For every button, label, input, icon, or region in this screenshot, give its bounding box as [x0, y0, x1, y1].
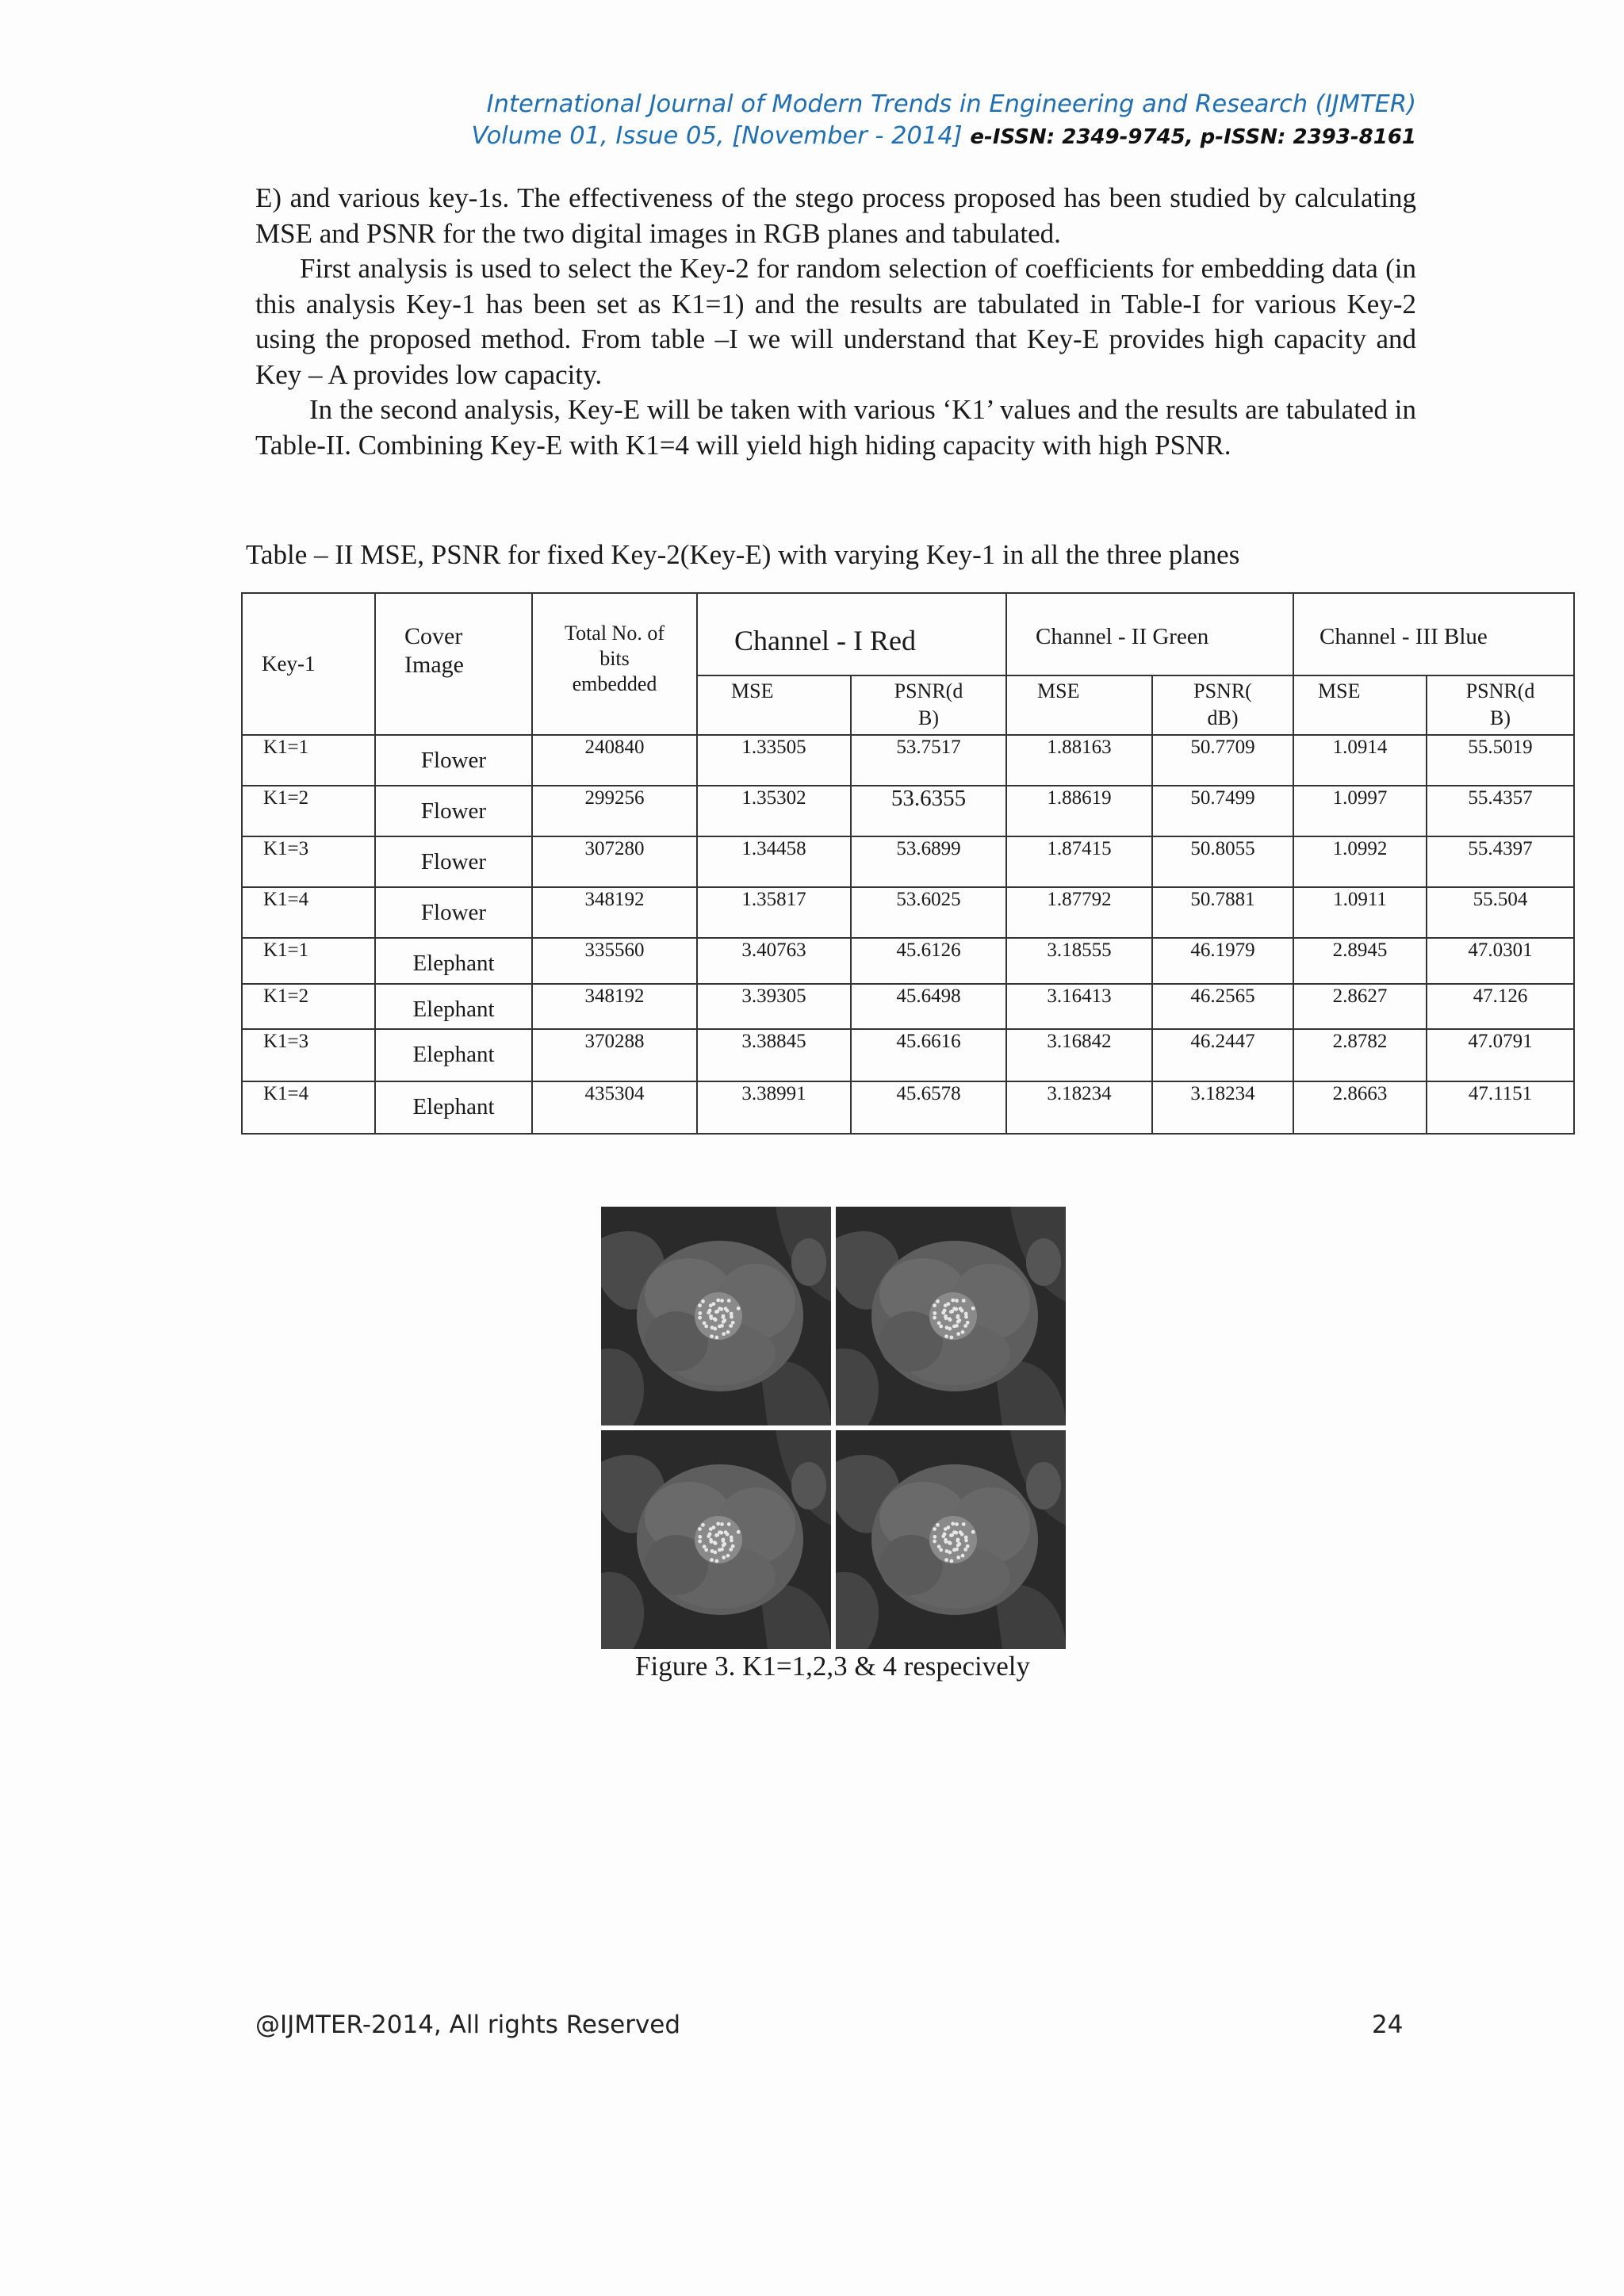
cell-key1: K1=1: [242, 735, 375, 786]
cell-psnr-red: 45.6578: [851, 1081, 1006, 1134]
cell-cover-image: Flower: [375, 786, 532, 836]
cell-key1: K1=3: [242, 1029, 375, 1081]
cell-cover-image: Elephant: [375, 1029, 532, 1081]
cell-psnr-green: 50.8055: [1152, 836, 1293, 887]
cell-mse-green: 1.87415: [1006, 836, 1152, 887]
table-row: [242, 735, 1574, 786]
cell-bits: 240840: [532, 735, 697, 786]
cell-psnr-blue: 55.504: [1427, 887, 1574, 938]
header-channel-red: Channel - I Red: [697, 593, 1006, 675]
cell-bits: 335560: [532, 938, 697, 984]
cell-mse-green: 3.16842: [1006, 1029, 1152, 1081]
cell-mse-blue: 2.8945: [1293, 938, 1427, 984]
paragraph-1: E) and various key-1s. The effectiveness of the stego process proposed has been studied by calculating MSE and PSNR for the two digital images in RGB planes and tabulated.: [255, 182, 1416, 249]
cell-mse-green: 1.88163: [1006, 735, 1152, 786]
cell-psnr-red: 53.7517: [851, 735, 1006, 786]
cell-mse-green: 1.88619: [1006, 786, 1152, 836]
cell-cover-image: Flower: [375, 735, 532, 786]
cell-key1: K1=2: [242, 984, 375, 1028]
cell-mse-blue: 2.8663: [1293, 1081, 1427, 1134]
header-cover-image: Cover Image: [375, 593, 532, 735]
cell-psnr-red: 45.6616: [851, 1029, 1006, 1081]
cell-mse-red: 3.38991: [697, 1081, 851, 1134]
cell-psnr-green: 46.1979: [1152, 938, 1293, 984]
header-key1: Key-1: [242, 593, 375, 735]
flower-image-k1-4: [836, 1430, 1066, 1649]
journal-issn: e-ISSN: 2349-9745, p-ISSN: 2393-8161: [970, 125, 1416, 149]
table-row: [242, 938, 1574, 984]
cell-bits: 307280: [532, 836, 697, 887]
cell-cover-image: Elephant: [375, 1081, 532, 1134]
cell-mse-green: 3.18234: [1006, 1081, 1152, 1134]
cell-mse-red: 1.34458: [697, 836, 851, 887]
paragraph-2: First analysis is used to select the Key-2 for random selection of coefficients for embedding data (in this analysis Key-1 has been set as K1=1) and the results are tabulated in Table-I for various Key-2 using the proposed method. From table –I we will understand that Key-E provides high capacity and Key – A provides low capacity.: [255, 253, 1416, 390]
cell-bits: 299256: [532, 786, 697, 836]
journal-title: International Journal of Modern Trends in Engineering and Research (IJMTER): [486, 90, 1416, 118]
header-total-bits: Total No. of bits embedded: [532, 593, 697, 735]
header-mse-blue: MSE: [1293, 675, 1427, 734]
cell-psnr-blue: 55.5019: [1427, 735, 1574, 786]
cell-psnr-blue: 47.0791: [1427, 1029, 1574, 1081]
cell-psnr-blue: 47.0301: [1427, 938, 1574, 984]
cell-bits: 370288: [532, 1029, 697, 1081]
header-channel-green: Channel - II Green: [1006, 593, 1293, 675]
cell-psnr-blue: 47.1151: [1427, 1081, 1574, 1134]
header-channel-blue: Channel - III Blue: [1293, 593, 1574, 675]
flower-image-k1-3: [601, 1430, 831, 1649]
cell-psnr-green: 3.18234: [1152, 1081, 1293, 1134]
cell-key1: K1=4: [242, 887, 375, 938]
cell-psnr-red: 53.6355: [851, 786, 1006, 836]
results-table: [241, 592, 1575, 1135]
cell-psnr-green: 46.2447: [1152, 1029, 1293, 1081]
cell-mse-red: 3.38845: [697, 1029, 851, 1081]
cell-mse-red: 3.40763: [697, 938, 851, 984]
cell-key1: K1=3: [242, 836, 375, 887]
figure-3: [601, 1207, 1072, 1649]
journal-volume: Volume 01, Issue 05, [November - 2014]: [471, 122, 963, 150]
journal-header: [0, 89, 1416, 153]
table-row: [242, 1029, 1574, 1081]
cell-key1: K1=1: [242, 938, 375, 984]
cell-mse-green: 1.87792: [1006, 887, 1152, 938]
cell-key1: K1=2: [242, 786, 375, 836]
cell-mse-blue: 1.0992: [1293, 836, 1427, 887]
table-row: [242, 984, 1574, 1028]
cell-bits: 435304: [532, 1081, 697, 1134]
cell-psnr-blue: 55.4397: [1427, 836, 1574, 887]
flower-image-k1-1: [601, 1207, 831, 1425]
table-row: [242, 1081, 1574, 1134]
cell-psnr-blue: 55.4357: [1427, 786, 1574, 836]
cell-key1: K1=4: [242, 1081, 375, 1134]
cell-psnr-green: 50.7881: [1152, 887, 1293, 938]
flower-photo: [601, 1207, 831, 1425]
cell-psnr-red: 45.6126: [851, 938, 1006, 984]
journal-volume-line: [0, 121, 1416, 153]
flower-photo: [836, 1430, 1066, 1649]
header-psnr-green: PSNR( dB): [1152, 675, 1293, 734]
header-mse-red: MSE: [697, 675, 851, 734]
cell-mse-green: 3.16413: [1006, 984, 1152, 1028]
cell-psnr-red: 53.6899: [851, 836, 1006, 887]
flower-image-k1-2: [836, 1207, 1066, 1425]
cell-mse-red: 1.35302: [697, 786, 851, 836]
cell-psnr-green: 50.7499: [1152, 786, 1293, 836]
header-psnr-blue: PSNR(d B): [1427, 675, 1574, 734]
cell-mse-red: 1.35817: [697, 887, 851, 938]
cell-cover-image: Flower: [375, 887, 532, 938]
cell-mse-red: 1.33505: [697, 735, 851, 786]
header-mse-green: MSE: [1006, 675, 1152, 734]
table-row: [242, 887, 1574, 938]
cell-mse-blue: 1.0997: [1293, 786, 1427, 836]
page-number: 24: [1372, 2011, 1404, 2039]
figure-caption: Figure 3. K1=1,2,3 & 4 respecively: [635, 1651, 1030, 1682]
table-body: [242, 735, 1574, 1134]
cell-mse-blue: 1.0911: [1293, 887, 1427, 938]
cell-mse-green: 3.18555: [1006, 938, 1152, 984]
cell-mse-blue: 1.0914: [1293, 735, 1427, 786]
header-row-1: [242, 593, 1574, 675]
cell-mse-red: 3.39305: [697, 984, 851, 1028]
cell-bits: 348192: [532, 984, 697, 1028]
cell-psnr-blue: 47.126: [1427, 984, 1574, 1028]
header-psnr-red: PSNR(d B): [851, 675, 1006, 734]
flower-photo: [601, 1430, 831, 1649]
cell-cover-image: Elephant: [375, 984, 532, 1028]
cell-psnr-green: 46.2565: [1152, 984, 1293, 1028]
table-row: [242, 836, 1574, 887]
cell-psnr-red: 45.6498: [851, 984, 1006, 1028]
cell-psnr-red: 53.6025: [851, 887, 1006, 938]
table-row: [242, 786, 1574, 836]
cell-bits: 348192: [532, 887, 697, 938]
cell-mse-blue: 2.8627: [1293, 984, 1427, 1028]
cell-cover-image: Flower: [375, 836, 532, 887]
footer-copyright: @IJMTER-2014, All rights Reserved: [255, 2011, 681, 2039]
flower-photo: [836, 1207, 1066, 1425]
cell-psnr-green: 50.7709: [1152, 735, 1293, 786]
paragraph-3: In the second analysis, Key-E will be taken with various ‘K1’ values and the results are tabulated in Table-II. Combining Key-E with K1=4 will yield high hiding capacity with high PSNR.: [255, 394, 1416, 461]
table-caption: Table – II MSE, PSNR for fixed Key-2(Key-E) with varying Key-1 in all the three planes: [246, 539, 1240, 570]
body-text: [255, 181, 1416, 463]
cell-mse-blue: 2.8782: [1293, 1029, 1427, 1081]
cell-cover-image: Elephant: [375, 938, 532, 984]
